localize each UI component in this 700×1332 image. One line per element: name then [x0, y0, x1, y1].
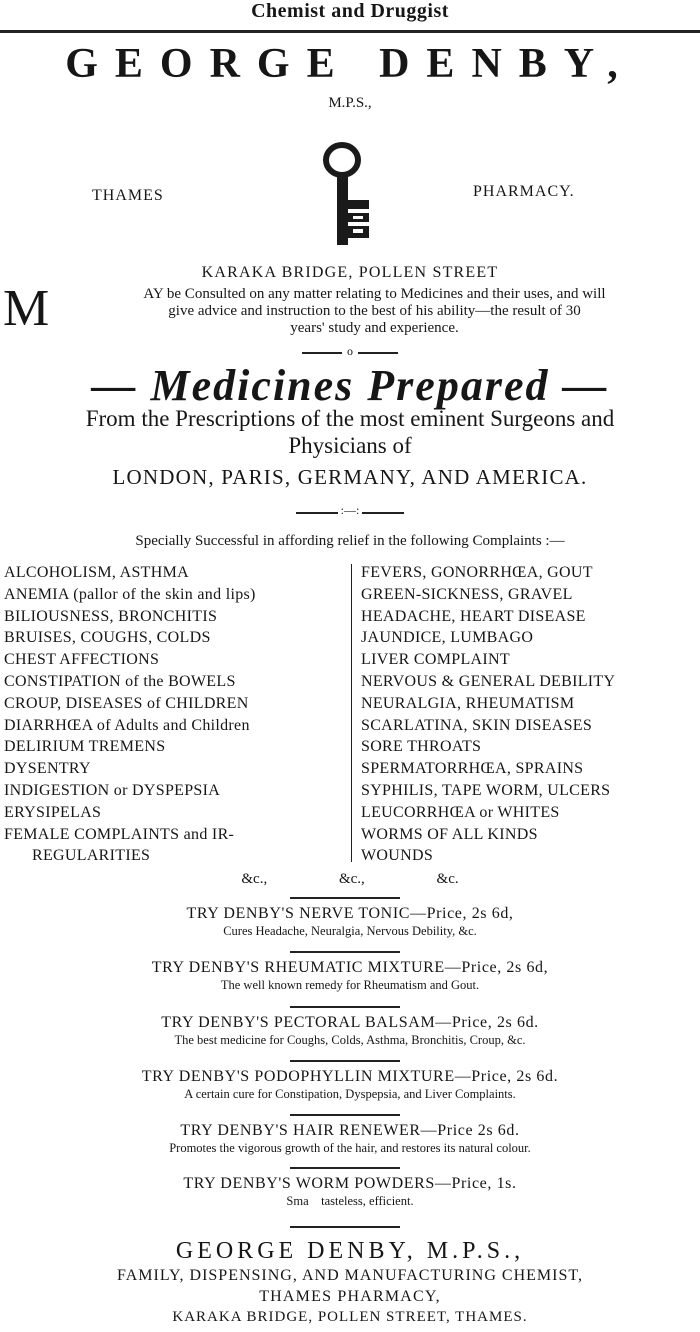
- complaint-item: GREEN-SICKNESS, GRAVEL: [361, 585, 573, 603]
- remedy-worm-powders: [0, 1175, 700, 1209]
- remedy-name: TRY DENBY'S HAIR RENEWER—Price 2s 6d.: [180, 1122, 520, 1139]
- complaint-item: BRUISES, COUGHS, COLDS: [4, 629, 211, 647]
- remedy-separator: [290, 1114, 400, 1116]
- remedy-name: TRY DENBY'S PECTORAL BALSAM—Price, 2s 6d.: [161, 1014, 539, 1031]
- remedy-separator: [290, 951, 400, 953]
- complaint-item: NERVOUS & GENERAL DEBILITY: [361, 672, 616, 690]
- complaint-item: DYSENTRY: [4, 760, 91, 778]
- footer-line-2: THAMES PHARMACY,: [259, 1288, 441, 1305]
- prescriptions-line: [0, 405, 700, 459]
- remedy-description: Sma tasteless, efficient.: [286, 1194, 414, 1208]
- complaint-item: LIVER COMPLAINT: [361, 651, 510, 669]
- column-divider: [351, 564, 352, 862]
- intro-line-3: years' study and experience.: [290, 320, 459, 336]
- remedy-pectoral-balsam: [0, 1014, 700, 1048]
- ornament-rule-right: [358, 352, 398, 354]
- countries-line: LONDON, PARIS, GERMANY, AND AMERICA.: [112, 465, 588, 489]
- label-thames: THAMES: [92, 187, 164, 204]
- complaint-item: BILIOUSNESS, BRONCHITIS: [4, 607, 218, 625]
- complaint-item: WOUNDS: [361, 847, 434, 865]
- complaint-item: ANEMIA (pallor of the skin and lips): [4, 585, 256, 603]
- specially-successful-line: Specially Successful in affording relief in the following Complaints :—: [135, 533, 565, 549]
- remedy-nerve-tonic: [0, 905, 700, 939]
- complaint-item: INDIGESTION or DYSPEPSIA: [4, 781, 221, 799]
- advert-title: GEORGE DENBY,: [65, 41, 635, 87]
- etc-2: &c.,: [338, 871, 365, 887]
- prescriptions-line-1: From the Prescriptions of the most eminent Surgeons and: [85, 406, 615, 431]
- complaints-right-column: [361, 562, 700, 867]
- complaint-item: DIARRHŒA of Adults and Children: [4, 716, 250, 734]
- remedy-separator: [290, 1060, 400, 1062]
- remedy-hair-renewer: [0, 1122, 700, 1156]
- header-rule: [0, 30, 700, 33]
- remedy-podophyllin-mixture: [0, 1068, 700, 1102]
- ornament2-glyph: :—:: [340, 503, 360, 517]
- complaint-item: SPERMATORRHŒA, SPRAINS: [361, 760, 584, 778]
- footer-line-3: KARAKA BRIDGE, POLLEN STREET, THAMES.: [172, 1309, 528, 1325]
- remedy-name: TRY DENBY'S NERVE TONIC—Price, 2s 6d,: [186, 905, 514, 922]
- remedy-description: The best medicine for Coughs, Colds, Asthma, Bronchitis, Croup, &c.: [174, 1033, 526, 1047]
- intro-line-1: AY be Consulted on any matter relating to Medicines and their uses, and will: [143, 286, 606, 302]
- remedy-separator: [290, 1226, 400, 1228]
- complaint-item: LEUCORRHŒA or WHITES: [361, 803, 560, 821]
- footer-line-1: FAMILY, DISPENSING, AND MANUFACTURING CHEMIST,: [117, 1267, 583, 1284]
- complaint-item: SYPHILIS, TAPE WORM, ULCERS: [361, 781, 611, 799]
- address-line: KARAKA BRIDGE, POLLEN STREET: [201, 264, 499, 281]
- complaint-item: ALCOHOLISM, ASTHMA: [4, 564, 189, 581]
- header-chemist-and-druggist: Chemist and Druggist: [251, 0, 449, 22]
- label-pharmacy: PHARMACY.: [473, 183, 575, 200]
- complaint-item: SCARLATINA, SKIN DISEASES: [361, 716, 593, 734]
- etc-3: &c.: [436, 871, 459, 887]
- remedy-name: TRY DENBY'S RHEUMATIC MIXTURE—Price, 2s 6d,: [151, 959, 549, 976]
- complaint-item: SORE THROATS: [361, 738, 482, 756]
- ornament2-rule-right: [362, 512, 404, 514]
- complaint-item: FEVERS, GONORRHŒA, GOUT: [361, 564, 593, 581]
- remedy-name: TRY DENBY'S PODOPHYLLIN MIXTURE—Price, 2s 6d.: [141, 1068, 559, 1085]
- complaint-item: FEMALE COMPLAINTS and IR-: [4, 825, 235, 843]
- remedy-name: TRY DENBY'S WORM POWDERS—Price, 1s.: [183, 1175, 517, 1192]
- intro-line-2: give advice and instruction to the best of his ability—the result of 30: [168, 303, 581, 319]
- complaint-item: JAUNDICE, LUMBAGO: [361, 629, 534, 647]
- etcetera-line: [0, 871, 700, 888]
- ornament2-rule-left: [296, 512, 338, 514]
- medicines-prepared-heading: — Medicines Prepared —: [91, 361, 609, 410]
- credentials: M.P.S.,: [328, 95, 372, 111]
- remedy-separator: [290, 1006, 400, 1008]
- ornament-glyph: o: [347, 344, 353, 358]
- ornament-divider-2: [0, 503, 700, 521]
- complaint-item: CONSTIPATION of the BOWELS: [4, 672, 236, 690]
- remedy-description: Cures Headache, Neuralgia, Nervous Debility, &c.: [223, 924, 477, 938]
- complaint-item-continuation: REGULARITIES: [32, 847, 151, 865]
- remedy-separator: [290, 897, 400, 899]
- remedy-description: Promotes the vigorous growth of the hair, and restores its natural colour.: [169, 1141, 531, 1155]
- drop-cap: M: [3, 280, 50, 337]
- etc-1: &c.,: [241, 871, 268, 887]
- remedy-description: The well known remedy for Rheumatism and Gout.: [220, 978, 480, 992]
- remedy-description: A certain cure for Constipation, Dyspepsia, and Liver Complaints.: [184, 1087, 516, 1101]
- complaint-item: CHEST AFFECTIONS: [4, 651, 160, 669]
- intro-paragraph: [52, 286, 697, 337]
- complaint-item: NEURALGIA, RHEUMATISM: [361, 694, 575, 712]
- remedy-rheumatic-mixture: [0, 959, 700, 993]
- complaint-item: HEADACHE, HEART DISEASE: [361, 607, 586, 625]
- complaint-item: DELIRIUM TREMENS: [4, 738, 166, 756]
- remedy-separator: [290, 1167, 400, 1169]
- complaint-item: WORMS OF ALL KINDS: [361, 825, 538, 843]
- complaint-item: ERYSIPELAS: [4, 803, 102, 821]
- footer-name: GEORGE DENBY, M.P.S.,: [175, 1238, 525, 1264]
- complaints-left-column: [4, 562, 344, 867]
- complaint-item: CROUP, DISEASES of CHILDREN: [4, 694, 249, 712]
- prescriptions-line-2: Physicians of: [288, 433, 412, 458]
- key-icon: [322, 140, 378, 252]
- ornament-rule-left: [302, 352, 342, 354]
